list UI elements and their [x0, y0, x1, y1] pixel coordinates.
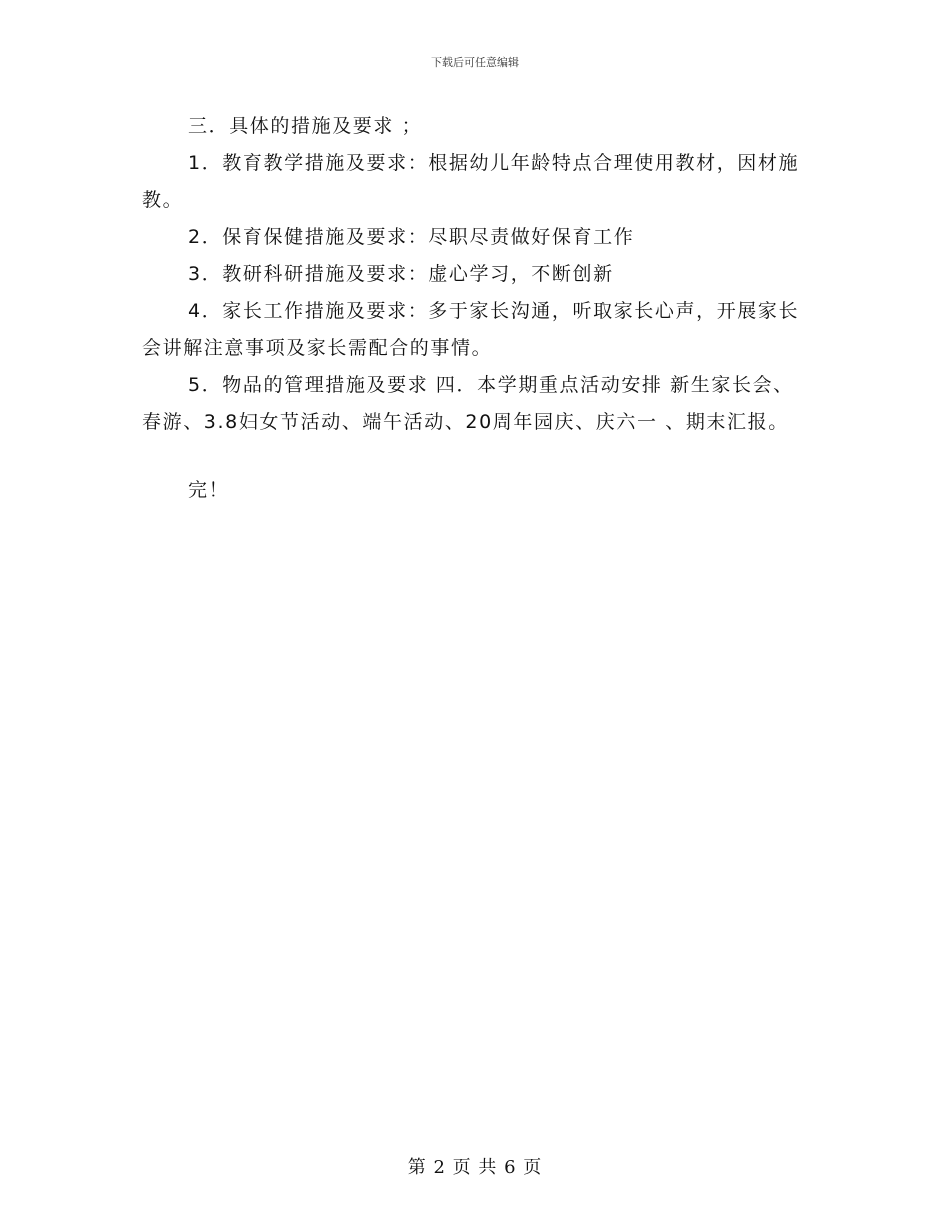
header-note: 下载后可任意编辑 [431, 56, 519, 69]
page-indicator: 第 2 页 共 6 页 [407, 1157, 543, 1178]
paragraph-item-4: 4．家长工作措施及要求：多于家长沟通，听取家长心声，开展家长会讲解注意事项及家长需配合的事情。 [142, 300, 800, 359]
paragraph-item-3: 3．教研科研措施及要求：虚心学习，不断创新 [188, 263, 614, 285]
document-body [142, 108, 812, 509]
paragraph-section-three: 三．具体的措施及要求 ； [188, 115, 423, 137]
paragraph-item-2: 2．保育保健措施及要求：尽职尽责做好保育工作 [188, 226, 635, 248]
paragraph-item-1: 1．教育教学措施及要求：根据幼儿年龄特点合理使用教材，因材施教。 [142, 152, 800, 211]
paragraph-item-5: 5．物品的管理措施及要求 四．本学期重点活动安排 新生家长会、春游、3.8妇女节活动、端午活动、20周年园庆、庆六一 、期末汇报。 [142, 374, 794, 433]
end-mark: 完！ [188, 479, 230, 501]
